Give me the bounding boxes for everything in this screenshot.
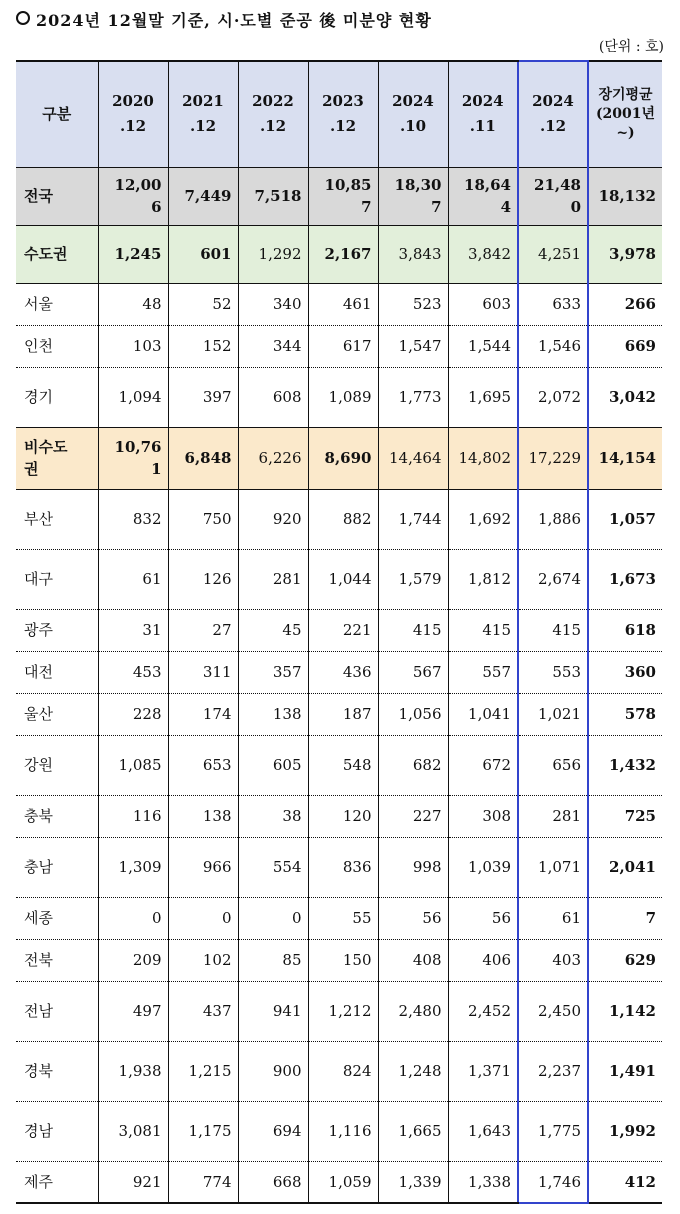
table-row xyxy=(16,427,662,489)
value-cell: 1,041 xyxy=(448,693,518,735)
value-cell: 6,226 xyxy=(238,427,308,489)
value-cell: 52 xyxy=(168,283,238,325)
value-cell: 1,215 xyxy=(168,1041,238,1101)
value-cell: 61 xyxy=(98,549,168,609)
value-cell: 7,449 xyxy=(168,167,238,225)
value-cell: 10,857 xyxy=(308,167,378,225)
value-cell: 38 xyxy=(238,795,308,837)
longterm-cell: 578 xyxy=(588,693,662,735)
value-cell: 605 xyxy=(238,735,308,795)
longterm-cell: 725 xyxy=(588,795,662,837)
bullet-circle-icon xyxy=(16,11,30,25)
value-cell: 668 xyxy=(238,1161,308,1203)
value-cell: 548 xyxy=(308,735,378,795)
value-cell: 31 xyxy=(98,609,168,651)
value-cell: 1,245 xyxy=(98,225,168,283)
value-cell: 221 xyxy=(308,609,378,651)
value-cell: 497 xyxy=(98,981,168,1041)
value-cell: 209 xyxy=(98,939,168,981)
value-cell: 10,761 xyxy=(98,427,168,489)
value-cell: 608 xyxy=(238,367,308,427)
report-title xyxy=(16,8,432,31)
longterm-cell: 3,042 xyxy=(588,367,662,427)
value-cell: 941 xyxy=(238,981,308,1041)
value-cell: 403 xyxy=(518,939,588,981)
value-cell: 55 xyxy=(308,897,378,939)
table-row xyxy=(16,795,662,837)
value-cell: 3,081 xyxy=(98,1101,168,1161)
row-label: 울산 xyxy=(16,693,98,735)
value-cell: 1,643 xyxy=(448,1101,518,1161)
value-cell: 21,480 xyxy=(518,167,588,225)
value-cell: 998 xyxy=(378,837,448,897)
header-period: 2023 .12 xyxy=(308,61,378,167)
unit-label: (단위 : 호) xyxy=(598,39,664,55)
header-longterm: 장기평균 (2001년~) xyxy=(588,61,662,167)
header-period: 2024 .11 xyxy=(448,61,518,167)
value-cell: 126 xyxy=(168,549,238,609)
value-cell: 1,665 xyxy=(378,1101,448,1161)
value-cell: 14,464 xyxy=(378,427,448,489)
header-category: 구분 xyxy=(16,61,98,167)
value-cell: 453 xyxy=(98,651,168,693)
longterm-cell: 629 xyxy=(588,939,662,981)
longterm-cell: 1,142 xyxy=(588,981,662,1041)
value-cell: 1,039 xyxy=(448,837,518,897)
longterm-cell: 1,491 xyxy=(588,1041,662,1101)
row-label: 서울 xyxy=(16,283,98,325)
value-cell: 774 xyxy=(168,1161,238,1203)
table-row xyxy=(16,167,662,225)
value-cell: 340 xyxy=(238,283,308,325)
table-row xyxy=(16,651,662,693)
value-cell: 557 xyxy=(448,651,518,693)
table-row xyxy=(16,735,662,795)
value-cell: 824 xyxy=(308,1041,378,1101)
value-cell: 1,773 xyxy=(378,367,448,427)
table-row xyxy=(16,1041,662,1101)
value-cell: 2,674 xyxy=(518,549,588,609)
value-cell: 523 xyxy=(378,283,448,325)
value-cell: 14,802 xyxy=(448,427,518,489)
value-cell: 1,248 xyxy=(378,1041,448,1101)
value-cell: 601 xyxy=(168,225,238,283)
value-cell: 672 xyxy=(448,735,518,795)
value-cell: 281 xyxy=(518,795,588,837)
value-cell: 150 xyxy=(308,939,378,981)
value-cell: 415 xyxy=(448,609,518,651)
value-cell: 1,695 xyxy=(448,367,518,427)
value-cell: 920 xyxy=(238,489,308,549)
value-cell: 1,746 xyxy=(518,1161,588,1203)
longterm-cell: 18,132 xyxy=(588,167,662,225)
value-cell: 2,167 xyxy=(308,225,378,283)
value-cell: 102 xyxy=(168,939,238,981)
value-cell: 1,309 xyxy=(98,837,168,897)
value-cell: 4,251 xyxy=(518,225,588,283)
value-cell: 1,579 xyxy=(378,549,448,609)
value-cell: 406 xyxy=(448,939,518,981)
value-cell: 187 xyxy=(308,693,378,735)
value-cell: 2,237 xyxy=(518,1041,588,1101)
value-cell: 603 xyxy=(448,283,518,325)
table-row xyxy=(16,897,662,939)
value-cell: 921 xyxy=(98,1161,168,1203)
row-label: 비수도권 xyxy=(16,427,98,489)
report-title-text: 2024년 12월말 기준, 시·도별 준공 後 미분양 현황 xyxy=(36,11,432,30)
value-cell: 138 xyxy=(168,795,238,837)
table-row xyxy=(16,549,662,609)
value-cell: 882 xyxy=(308,489,378,549)
header-period-highlight: 2024 .12 xyxy=(518,61,588,167)
header-period: 2022 .12 xyxy=(238,61,308,167)
longterm-cell: 1,992 xyxy=(588,1101,662,1161)
value-cell: 3,842 xyxy=(448,225,518,283)
value-cell: 27 xyxy=(168,609,238,651)
value-cell: 554 xyxy=(238,837,308,897)
value-cell: 103 xyxy=(98,325,168,367)
longterm-cell: 669 xyxy=(588,325,662,367)
value-cell: 174 xyxy=(168,693,238,735)
value-cell: 61 xyxy=(518,897,588,939)
longterm-cell: 266 xyxy=(588,283,662,325)
value-cell: 7,518 xyxy=(238,167,308,225)
longterm-cell: 3,978 xyxy=(588,225,662,283)
row-label: 충북 xyxy=(16,795,98,837)
header-period: 2024 .10 xyxy=(378,61,448,167)
value-cell: 2,480 xyxy=(378,981,448,1041)
value-cell: 436 xyxy=(308,651,378,693)
value-cell: 1,056 xyxy=(378,693,448,735)
value-cell: 228 xyxy=(98,693,168,735)
row-label: 경기 xyxy=(16,367,98,427)
value-cell: 1,744 xyxy=(378,489,448,549)
longterm-cell: 2,041 xyxy=(588,837,662,897)
value-cell: 1,212 xyxy=(308,981,378,1041)
value-cell: 633 xyxy=(518,283,588,325)
value-cell: 1,059 xyxy=(308,1161,378,1203)
longterm-cell: 412 xyxy=(588,1161,662,1203)
value-cell: 2,450 xyxy=(518,981,588,1041)
value-cell: 56 xyxy=(448,897,518,939)
value-cell: 656 xyxy=(518,735,588,795)
value-cell: 900 xyxy=(238,1041,308,1101)
value-cell: 1,339 xyxy=(378,1161,448,1203)
value-cell: 18,644 xyxy=(448,167,518,225)
value-cell: 408 xyxy=(378,939,448,981)
value-cell: 308 xyxy=(448,795,518,837)
longterm-cell: 1,673 xyxy=(588,549,662,609)
value-cell: 18,307 xyxy=(378,167,448,225)
table-row xyxy=(16,939,662,981)
value-cell: 227 xyxy=(378,795,448,837)
value-cell: 1,371 xyxy=(448,1041,518,1101)
value-cell: 1,692 xyxy=(448,489,518,549)
value-cell: 138 xyxy=(238,693,308,735)
value-cell: 966 xyxy=(168,837,238,897)
table-row xyxy=(16,489,662,549)
row-label: 충남 xyxy=(16,837,98,897)
unsold-housing-table xyxy=(16,60,662,1204)
value-cell: 653 xyxy=(168,735,238,795)
value-cell: 17,229 xyxy=(518,427,588,489)
longterm-cell: 618 xyxy=(588,609,662,651)
table-body xyxy=(16,167,662,1203)
value-cell: 1,775 xyxy=(518,1101,588,1161)
row-label: 인천 xyxy=(16,325,98,367)
table-row xyxy=(16,693,662,735)
row-label: 대구 xyxy=(16,549,98,609)
value-cell: 1,021 xyxy=(518,693,588,735)
value-cell: 56 xyxy=(378,897,448,939)
value-cell: 281 xyxy=(238,549,308,609)
longterm-cell: 1,432 xyxy=(588,735,662,795)
value-cell: 344 xyxy=(238,325,308,367)
value-cell: 3,843 xyxy=(378,225,448,283)
value-cell: 832 xyxy=(98,489,168,549)
row-label: 부산 xyxy=(16,489,98,549)
value-cell: 8,690 xyxy=(308,427,378,489)
value-cell: 1,116 xyxy=(308,1101,378,1161)
value-cell: 567 xyxy=(378,651,448,693)
row-label: 강원 xyxy=(16,735,98,795)
table-row xyxy=(16,367,662,427)
header-row xyxy=(16,61,662,167)
value-cell: 1,938 xyxy=(98,1041,168,1101)
value-cell: 48 xyxy=(98,283,168,325)
value-cell: 311 xyxy=(168,651,238,693)
value-cell: 461 xyxy=(308,283,378,325)
value-cell: 750 xyxy=(168,489,238,549)
value-cell: 357 xyxy=(238,651,308,693)
value-cell: 152 xyxy=(168,325,238,367)
row-label: 경북 xyxy=(16,1041,98,1101)
value-cell: 553 xyxy=(518,651,588,693)
row-label: 제주 xyxy=(16,1161,98,1203)
table-row xyxy=(16,225,662,283)
longterm-cell: 360 xyxy=(588,651,662,693)
value-cell: 120 xyxy=(308,795,378,837)
longterm-cell: 1,057 xyxy=(588,489,662,549)
value-cell: 0 xyxy=(98,897,168,939)
row-label: 광주 xyxy=(16,609,98,651)
row-label: 세종 xyxy=(16,897,98,939)
value-cell: 682 xyxy=(378,735,448,795)
value-cell: 1,546 xyxy=(518,325,588,367)
table-row xyxy=(16,1161,662,1203)
table-row xyxy=(16,1101,662,1161)
row-label: 전국 xyxy=(16,167,98,225)
value-cell: 1,044 xyxy=(308,549,378,609)
value-cell: 397 xyxy=(168,367,238,427)
value-cell: 415 xyxy=(378,609,448,651)
header-period: 2021 .12 xyxy=(168,61,238,167)
table-row xyxy=(16,609,662,651)
value-cell: 45 xyxy=(238,609,308,651)
table-row xyxy=(16,837,662,897)
longterm-cell: 7 xyxy=(588,897,662,939)
table-row xyxy=(16,325,662,367)
value-cell: 1,175 xyxy=(168,1101,238,1161)
row-label: 경남 xyxy=(16,1101,98,1161)
value-cell: 1,085 xyxy=(98,735,168,795)
value-cell: 12,006 xyxy=(98,167,168,225)
value-cell: 85 xyxy=(238,939,308,981)
longterm-cell: 14,154 xyxy=(588,427,662,489)
value-cell: 6,848 xyxy=(168,427,238,489)
value-cell: 1,094 xyxy=(98,367,168,427)
value-cell: 2,072 xyxy=(518,367,588,427)
value-cell: 1,812 xyxy=(448,549,518,609)
value-cell: 1,292 xyxy=(238,225,308,283)
value-cell: 0 xyxy=(238,897,308,939)
value-cell: 437 xyxy=(168,981,238,1041)
value-cell: 0 xyxy=(168,897,238,939)
table-row xyxy=(16,283,662,325)
value-cell: 116 xyxy=(98,795,168,837)
row-label: 수도권 xyxy=(16,225,98,283)
value-cell: 1,886 xyxy=(518,489,588,549)
value-cell: 1,338 xyxy=(448,1161,518,1203)
value-cell: 1,547 xyxy=(378,325,448,367)
value-cell: 415 xyxy=(518,609,588,651)
row-label: 전남 xyxy=(16,981,98,1041)
value-cell: 1,544 xyxy=(448,325,518,367)
value-cell: 694 xyxy=(238,1101,308,1161)
table-row xyxy=(16,981,662,1041)
header-period: 2020 .12 xyxy=(98,61,168,167)
value-cell: 836 xyxy=(308,837,378,897)
row-label: 전북 xyxy=(16,939,98,981)
value-cell: 2,452 xyxy=(448,981,518,1041)
row-label: 대전 xyxy=(16,651,98,693)
value-cell: 617 xyxy=(308,325,378,367)
value-cell: 1,071 xyxy=(518,837,588,897)
value-cell: 1,089 xyxy=(308,367,378,427)
